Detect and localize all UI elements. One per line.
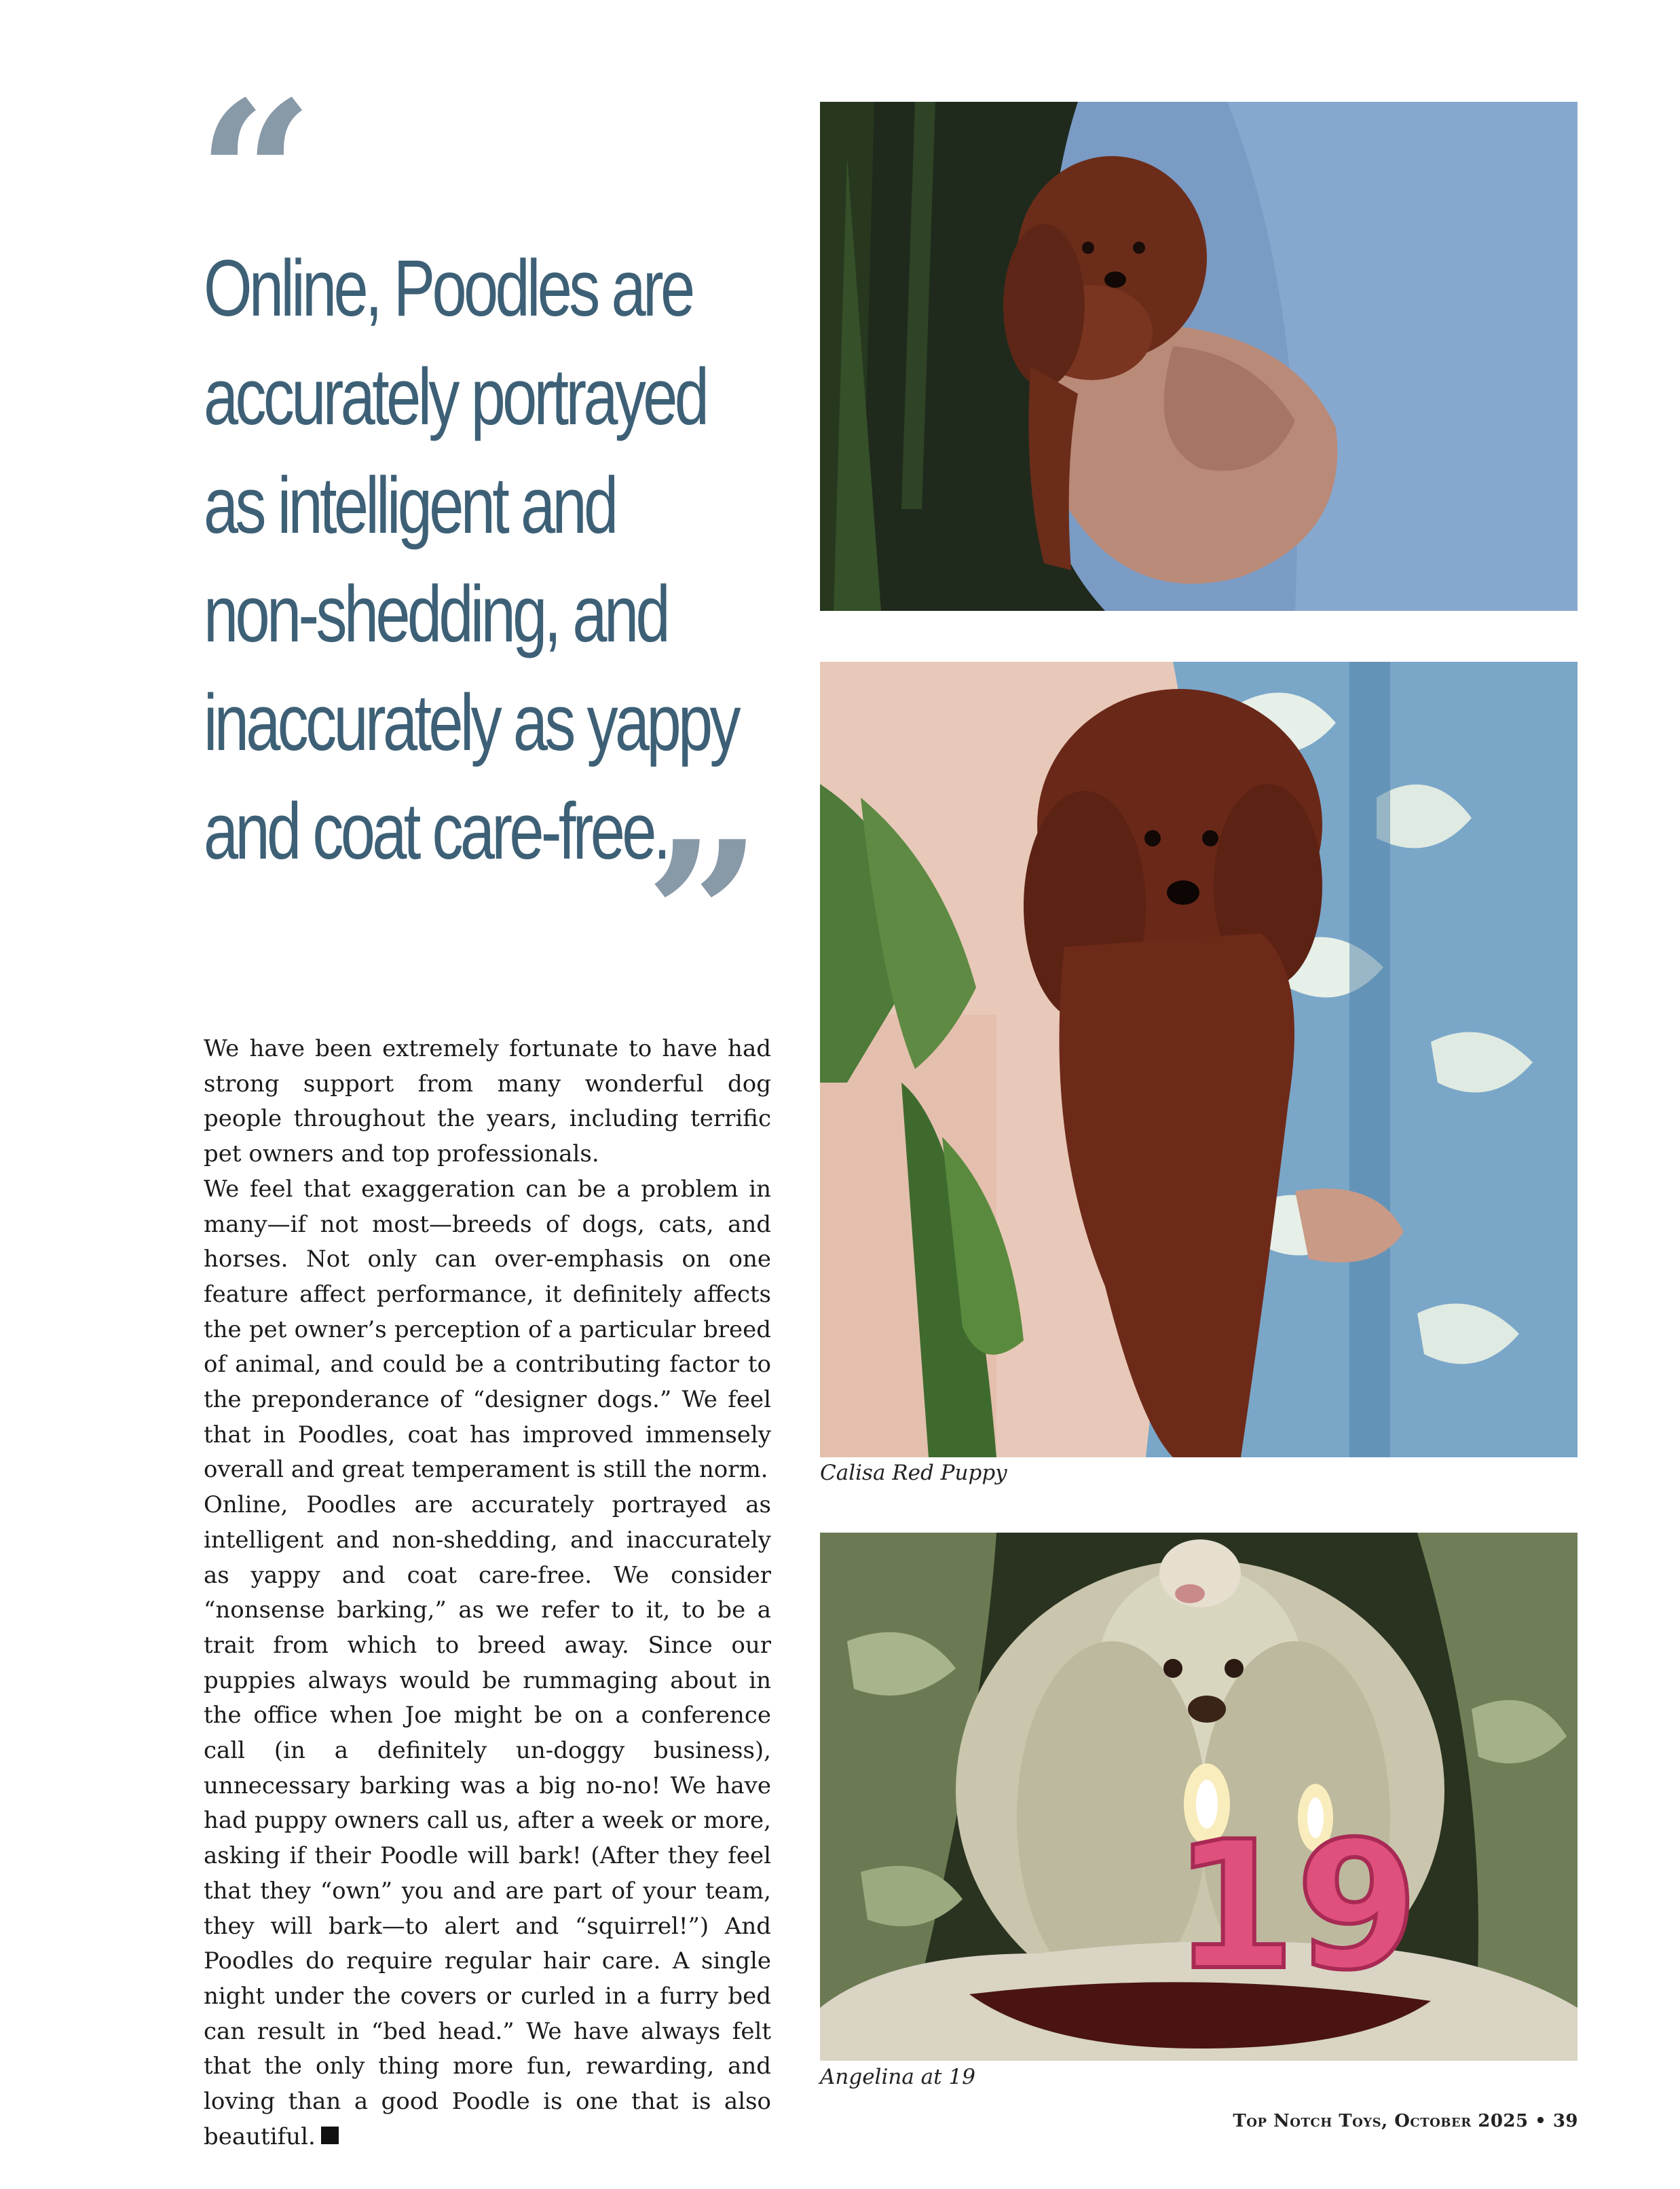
pull-quote-line: Online, Poodles are [204, 244, 692, 333]
article-paragraph: We feel that exaggeration can be a problem in many—if not most—breeds of dogs, cats, and horses. Not only can over-emphasis on one feature affect performance, it definitely affects the pet owner’s perception of a particular breed of animal, and could be a contributing factor to the preponderance of “designer dogs.” We feel that in Poodles, coat has improved immensely overall and great temperament is still the norm. [204, 1175, 771, 1484]
pull-quote-line: inaccurately as yappy [204, 678, 738, 768]
article-paragraph: We have been extremely fortunate to have had strong support from many wonderful dog people throughout the years, including terrific pet owners and top professionals. [204, 1035, 771, 1168]
candle-number: 19 [1173, 1804, 1419, 2009]
pull-quote [204, 234, 738, 886]
page-footer: Top Notch Toys, October 2025 • 39 [1233, 2111, 1578, 2131]
pull-quote-line: accurately portrayed [204, 352, 707, 442]
pull-quote-line: as intelligent and [204, 461, 616, 550]
caption-calisa-red-puppy: Calisa Red Puppy [820, 1461, 1007, 1485]
close-quote-mark: ” [645, 796, 762, 1036]
article-paragraph [204, 1488, 771, 2154]
end-of-article-mark [321, 2127, 339, 2144]
open-quote-mark: “ [197, 56, 314, 296]
pull-quote-line: non-shedding, and [204, 569, 667, 659]
photo-puppy-in-hand [820, 102, 1578, 611]
article-body [204, 1032, 771, 2155]
photo-angelina-at-19 [820, 1533, 1578, 2061]
article-paragraph-text: Online, Poodles are accurately portrayed as intelligent and non-shedding, and inaccurately as yappy and coat care-free. We consider “nonsense barking,” as we refer to it, to be a trait from which to breed away. Since our puppies always would be rummaging about in the office when Joe might be on a conference call (in a definitely un-doggy business), unnecessary barking was a big no-no! We have had puppy owners call us, after a week or more, asking if their Poodle will bark! (After they feel that they “own” you and are part of your team, they will bark—to alert and “squirrel!”) And Poodles do require regular hair care. A single night under the covers or curled in a furry bed can result in “bed head.” We have always felt that the only thing more fun, rewarding, and loving than a good Poodle is one that is also beautiful. [204, 1491, 771, 2150]
pull-quote-line: and coat care-free. [204, 787, 668, 876]
caption-angelina-at-19: Angelina at 19 [820, 2065, 975, 2089]
photo-calisa-red-puppy [820, 662, 1578, 1457]
